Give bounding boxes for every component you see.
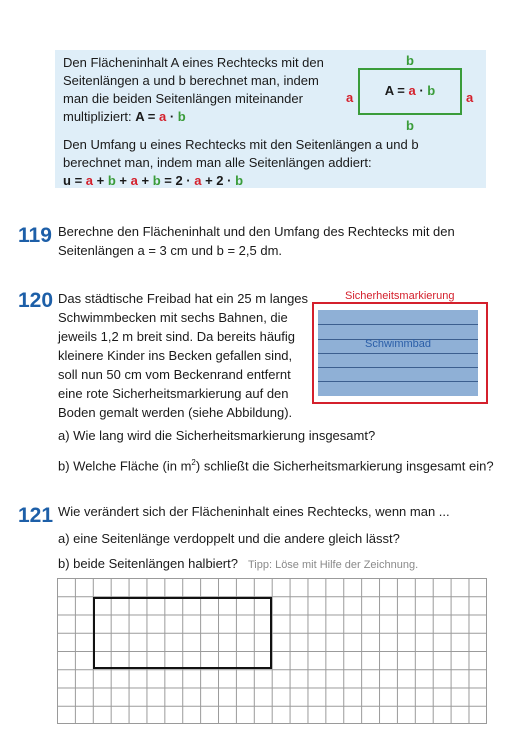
drawn-rectangle (93, 597, 272, 669)
task-121-intro: Wie verändert sich der Flächeninhalt eines Rechtecks, wenn man ... (58, 504, 450, 519)
task-119-line: Seitenlängen a = 3 cm und b = 2,5 dm. (58, 243, 283, 258)
formula-A: A (135, 109, 145, 124)
info-line: Den Umfang u eines Rechtecks mit den Seitenlängen a und b (63, 137, 419, 152)
tip-text: Tipp: Löse mit Hilfe der Zeichnung. (247, 559, 419, 571)
task-120-line: Boden gemalt werden (siehe Abbildung). (58, 405, 293, 420)
safety-marking-label: Sicherheitsmarkierung (345, 290, 455, 302)
task-120-line: eine rote Sicherheitsmarkierung auf den (58, 386, 289, 401)
info-line: man die beiden Seitenlängen miteinander (63, 91, 303, 106)
swimming-pool (318, 310, 478, 396)
task-120-line: kleinere Kinder ins Becken gefallen sind, (58, 348, 293, 363)
task-number-119: 119 (18, 224, 52, 247)
figure-label-top: b (406, 53, 414, 68)
pool-label: Schwimmbad (364, 338, 432, 350)
task-121-question-a: a) eine Seitenlänge verdoppelt und die andere gleich lässt? (58, 531, 400, 546)
task-120-line: Schwimmbecken mit sechs Bahnen, die (58, 310, 288, 325)
task-121-question-b: b) beide Seitenlängen halbiert? Tipp: Löse mit Hilfe der Zeichnung. (58, 556, 419, 571)
info-line: berechnet man, indem man alle Seitenlängen addiert: (63, 155, 372, 170)
lane-line (318, 324, 478, 325)
task-120-line: jeweils 1,2 m breit sind. Da bereits häufig (58, 329, 296, 344)
task-120-line: soll nun 50 cm vom Beckenrand entfernt (58, 367, 291, 382)
area-formula-line: multipliziert: A = a · b (63, 109, 186, 124)
task-number-120: 120 (18, 289, 54, 312)
figure-label-bottom: b (406, 118, 414, 133)
figure-label-right: a (466, 90, 474, 105)
task-119-line: Berechne den Flächeninhalt und den Umfang des Rechtecks mit den (58, 224, 455, 239)
task-120-line: Das städtische Freibad hat ein 25 m langes (58, 291, 309, 306)
task-number-121: 121 (18, 504, 54, 527)
info-line: Seitenlängen a und b berechnet man, indem (63, 73, 319, 88)
task-120-question-a: a) Wie lang wird die Sicherheitsmarkierung insgesamt? (58, 428, 376, 443)
perimeter-formula: u = a + b + a + b = 2 · a + 2 · b (63, 173, 244, 188)
rectangle-figure (358, 68, 462, 115)
info-line: Den Flächeninhalt A eines Rechtecks mit den (63, 55, 324, 70)
task-120-question-b: b) Welche Fläche (in $m^2$) schließt die Sicherheitsmarkierung insgesamt ein? (58, 458, 494, 474)
lane-line (318, 381, 478, 382)
lane-line (318, 367, 478, 368)
lane-line (318, 353, 478, 354)
figure-label-left: a (346, 90, 354, 105)
figure-formula: A = a · b (384, 83, 436, 98)
